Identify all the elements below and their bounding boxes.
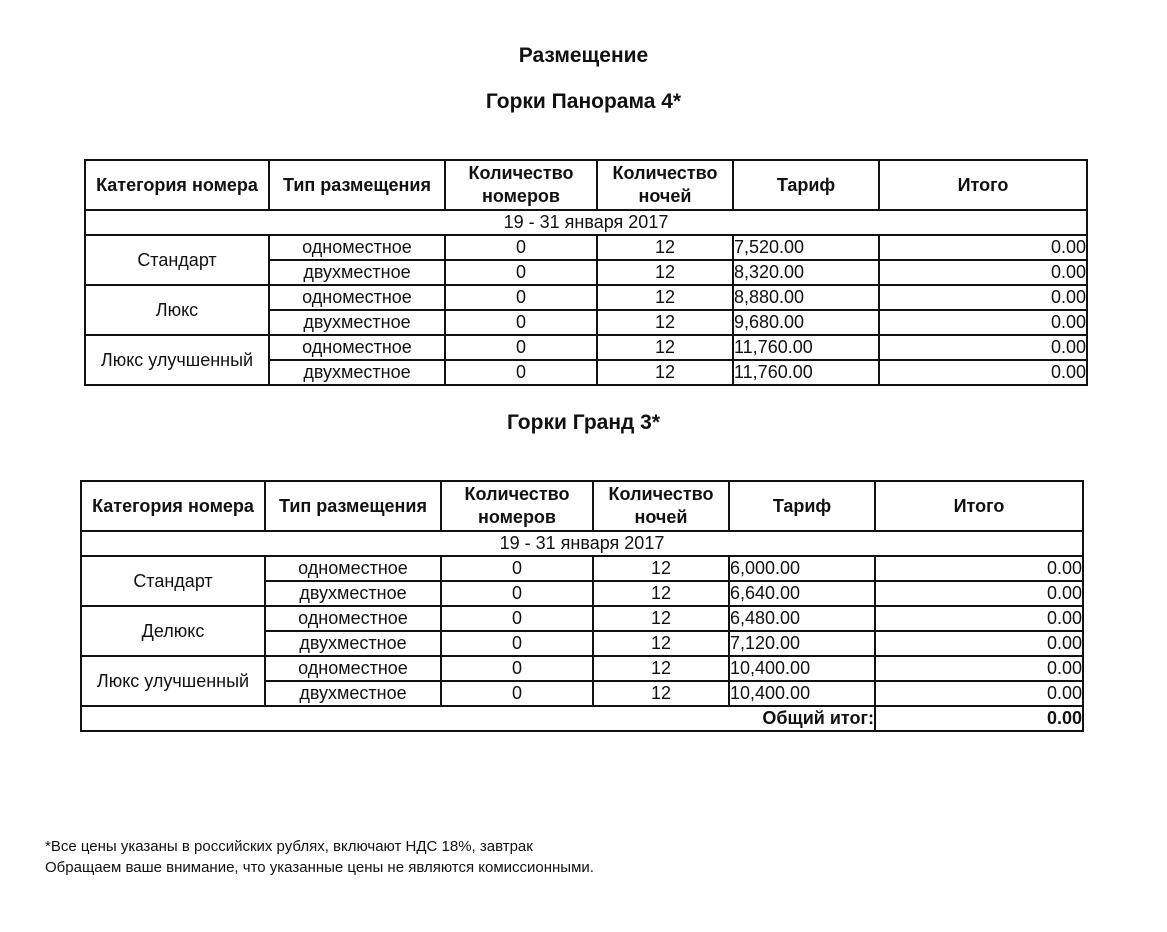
nights-cell: 12 <box>593 606 729 631</box>
category-cell: Люкс <box>85 285 269 335</box>
column-header: Количество ночей <box>597 160 733 210</box>
total-cell: 0.00 <box>879 360 1087 385</box>
total-cell: 0.00 <box>875 556 1083 581</box>
category-cell: Стандарт <box>85 235 269 285</box>
tariff-cell: 8,320.00 <box>733 260 879 285</box>
rooms-cell: 0 <box>441 606 593 631</box>
column-header: Категория номера <box>81 481 265 531</box>
rates-table <box>80 480 1084 732</box>
grand-total-row <box>81 706 1083 731</box>
tariff-cell: 6,640.00 <box>729 581 875 606</box>
type-cell: двухместное <box>265 681 441 706</box>
column-header: Тип размещения <box>265 481 441 531</box>
rooms-cell: 0 <box>445 335 597 360</box>
type-cell: одноместное <box>269 285 445 310</box>
nights-cell: 12 <box>597 235 733 260</box>
column-header: Итого <box>875 481 1083 531</box>
grand-total-value: 0.00 <box>875 706 1083 731</box>
nights-cell: 12 <box>597 285 733 310</box>
period-row <box>85 210 1087 235</box>
tariff-cell: 7,120.00 <box>729 631 875 656</box>
table-row <box>81 606 1083 631</box>
column-header: Тариф <box>733 160 879 210</box>
column-header: Тип размещения <box>269 160 445 210</box>
table-row <box>81 556 1083 581</box>
type-cell: двухместное <box>269 260 445 285</box>
tariff-cell: 8,880.00 <box>733 285 879 310</box>
type-cell: одноместное <box>269 235 445 260</box>
total-cell: 0.00 <box>875 631 1083 656</box>
table-row <box>85 285 1087 310</box>
nights-cell: 12 <box>597 310 733 335</box>
rooms-cell: 0 <box>441 631 593 656</box>
type-cell: одноместное <box>265 606 441 631</box>
nights-cell: 12 <box>593 581 729 606</box>
rooms-cell: 0 <box>445 235 597 260</box>
rooms-cell: 0 <box>441 656 593 681</box>
tariff-cell: 10,400.00 <box>729 656 875 681</box>
period-cell: 19 - 31 января 2017 <box>85 210 1087 235</box>
column-header: Тариф <box>729 481 875 531</box>
tariff-cell: 6,000.00 <box>729 556 875 581</box>
total-cell: 0.00 <box>879 260 1087 285</box>
type-cell: двухместное <box>269 310 445 335</box>
column-header: Итого <box>879 160 1087 210</box>
nights-cell: 12 <box>593 556 729 581</box>
column-header: Количество номеров <box>445 160 597 210</box>
table-header-row <box>85 160 1087 210</box>
tariff-cell: 11,760.00 <box>733 360 879 385</box>
footnote <box>45 836 594 878</box>
hotel-title: Горки Панорама 4* <box>485 90 682 113</box>
tariff-cell: 11,760.00 <box>733 335 879 360</box>
rooms-cell: 0 <box>441 556 593 581</box>
total-cell: 0.00 <box>879 285 1087 310</box>
column-header: Количество номеров <box>441 481 593 531</box>
tariff-cell: 7,520.00 <box>733 235 879 260</box>
table-row <box>85 235 1087 260</box>
nights-cell: 12 <box>597 260 733 285</box>
nights-cell: 12 <box>593 656 729 681</box>
period-row <box>81 531 1083 556</box>
grand-total-label: Общий итог: <box>81 706 875 731</box>
hotel-title: Горки Гранд 3* <box>506 411 661 434</box>
category-cell: Люкс улучшенный <box>85 335 269 385</box>
tariff-cell: 9,680.00 <box>733 310 879 335</box>
table-header-row <box>81 481 1083 531</box>
rooms-cell: 0 <box>441 581 593 606</box>
total-cell: 0.00 <box>879 310 1087 335</box>
rooms-cell: 0 <box>445 285 597 310</box>
total-cell: 0.00 <box>875 581 1083 606</box>
table-row <box>81 656 1083 681</box>
category-cell: Люкс улучшенный <box>81 656 265 706</box>
page-title: Размещение <box>518 44 649 67</box>
type-cell: двухместное <box>265 631 441 656</box>
type-cell: двухместное <box>265 581 441 606</box>
type-cell: двухместное <box>269 360 445 385</box>
rooms-cell: 0 <box>445 260 597 285</box>
column-header: Количество ночей <box>593 481 729 531</box>
total-cell: 0.00 <box>879 235 1087 260</box>
nights-cell: 12 <box>597 360 733 385</box>
total-cell: 0.00 <box>875 606 1083 631</box>
type-cell: одноместное <box>269 335 445 360</box>
rates-table <box>84 159 1088 386</box>
nights-cell: 12 <box>593 681 729 706</box>
tariff-cell: 10,400.00 <box>729 681 875 706</box>
footnote-line: Обращаем ваше внимание, что указанные цены не являются комиссионными. <box>45 859 594 876</box>
total-cell: 0.00 <box>879 335 1087 360</box>
total-cell: 0.00 <box>875 656 1083 681</box>
rooms-cell: 0 <box>445 310 597 335</box>
footnote-line: *Все цены указаны в российских рублях, включают НДС 18%, завтрак <box>45 838 533 855</box>
category-cell: Стандарт <box>81 556 265 606</box>
rooms-cell: 0 <box>441 681 593 706</box>
total-cell: 0.00 <box>875 681 1083 706</box>
period-cell: 19 - 31 января 2017 <box>81 531 1083 556</box>
table-row <box>85 335 1087 360</box>
nights-cell: 12 <box>597 335 733 360</box>
column-header: Категория номера <box>85 160 269 210</box>
rooms-cell: 0 <box>445 360 597 385</box>
type-cell: одноместное <box>265 656 441 681</box>
type-cell: одноместное <box>265 556 441 581</box>
nights-cell: 12 <box>593 631 729 656</box>
category-cell: Делюкс <box>81 606 265 656</box>
tariff-cell: 6,480.00 <box>729 606 875 631</box>
